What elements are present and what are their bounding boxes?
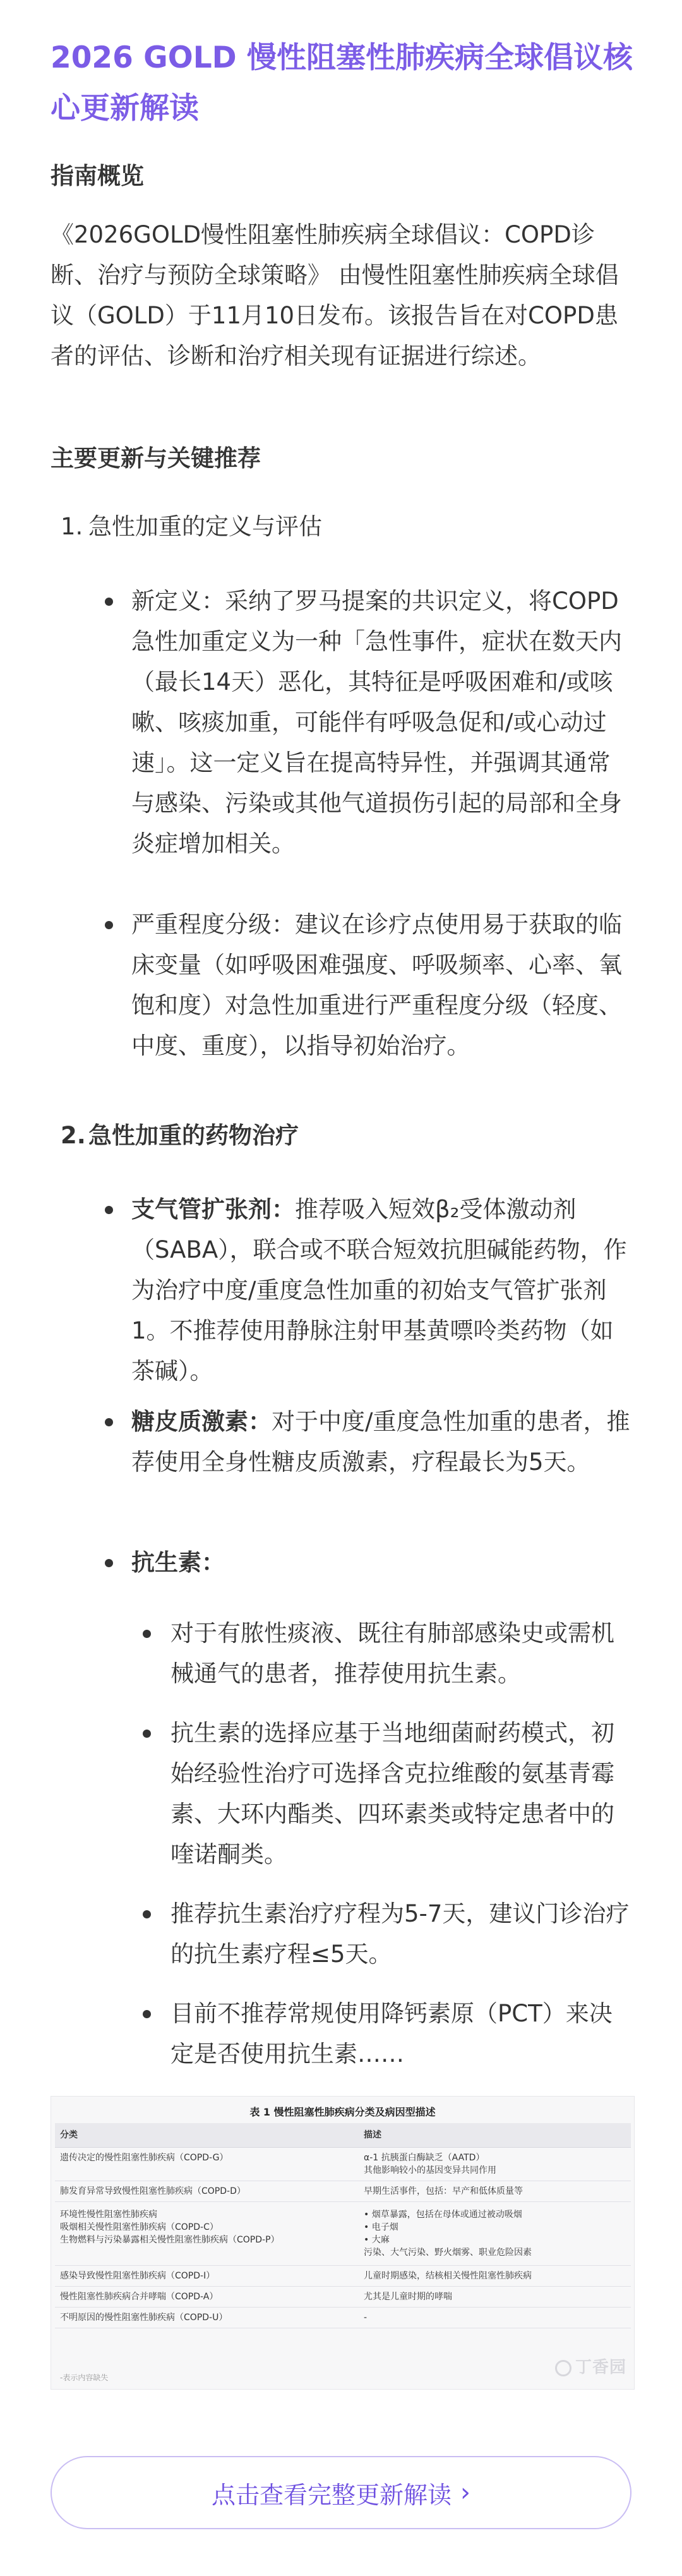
table-cell-line: 遗传决定的慢性阻塞性肺疾病（COPD-G） [60,2153,229,2163]
table-cell-description [359,2266,631,2287]
bullet-dot-icon [105,1559,113,1567]
cta-label: 点击查看完整更新解读 [211,2481,452,2509]
overview-heading: 指南概览 [51,162,144,190]
table-title: 表 1 慢性阻塞性肺疾病分类及病因型描述 [249,2106,436,2118]
bullet-lead: 抗生素： [131,1549,225,1576]
table-row [55,2181,631,2202]
bullet-text: 推荐抗生素治疗疗程为5-7天，建议门诊治疗的抗生素疗程≤5天。 [170,1900,630,1968]
table-cell-line: 儿童时期感染，结核相关慢性阻塞性肺疾病 [364,2271,532,2281]
table-cell-description [359,2148,631,2181]
table-cell-line: - [364,2313,368,2323]
bullet-dot-icon [105,1418,113,1426]
list-item [170,1713,634,1875]
section-2-title [61,1119,631,1152]
section-1-title [61,510,631,543]
table-cell-line: 其他影响较小的基因变异共同作用 [364,2165,496,2176]
table-cell-line: 吸烟相关慢性阻塞性肺疾病（COPD-C） [60,2222,218,2232]
table-cell-line: α-1 抗胰蛋白酶缺乏（AATD） [364,2153,485,2163]
table-row [55,2287,631,2308]
bullet-text: 抗生素的选择应基于当地细菌耐药模式，初始经验性治疗可选择含克拉维酸的氨基青霉素、大环内酯类、四环素类或特定患者中的喹诺酮类。 [170,1719,614,1868]
bullet-text: 对于有脓性痰液、既往有肺部感染史或需机械通气的患者，推荐使用抗生素。 [170,1620,614,1687]
list-item [170,1994,634,2074]
table-cell-line: • 电子烟 [364,2222,398,2232]
section-2-label: 急性加重的药物治疗 [88,1122,299,1149]
table-cell-line: 早期生活事件，包括：早产和低体质量等 [364,2186,523,2196]
bullet-text: 新定义：采纳了罗马提案的共识定义，将COPD急性加重定义为一种「急性事件，症状在数天内（最长14天）恶化，其特征是呼吸困难和/或咳嗽、咳痰加重，可能伴有呼吸急促和/或心动过速」。这一定义旨在提高特异性，并强调其通常与感染、污染或其他气道损伤引起的局部和全身炎症增加相关。 [131,587,622,857]
table-cell-line: 不明原因的慢性阻塞性肺疾病（COPD-U） [60,2313,228,2323]
table-note: -表示内容缺失 [60,2373,109,2382]
bullet-text: 严重程度分级：建议在诊疗点使用易于获取的临床变量（如呼吸困难强度、呼吸频率、心率、氧饱和度）对急性加重进行严重程度分级（轻度、中度、重度），以指导初始治疗。 [131,911,622,1059]
table-header-row [55,2123,631,2148]
table-cell-line: 污染、大气污染、野火烟雾、职业危险因素 [364,2248,532,2258]
bullet-dot-icon [143,1730,151,1738]
table-cell-category [55,2266,359,2287]
table-cell-category [55,2181,359,2202]
classification-table-figure [51,2096,635,2390]
section-2-number: 2. [61,1122,86,1149]
table-cell-category [55,2287,359,2308]
table-cell-description [359,2287,631,2308]
bullet-text: 对于中度/重度急性加重的患者，推荐使用全身性糖皮质激素，疗程最长为5天。 [131,1408,630,1476]
list-item [131,1543,633,1583]
bullet-lead: 支气管扩张剂： [131,1196,295,1223]
updates-heading: 主要更新与关键推荐 [51,445,261,472]
bullet-dot-icon [105,1206,113,1214]
table-row [55,2148,631,2181]
bullet-text: 推荐吸入短效β₂受体激动剂（SABA），联合或不联合短效抗胆碱能药物，作为治疗中度/重度急性加重的初始支气管扩张剂1。不推荐使用静脉注射甲基黄嘌呤类药物（如茶碱）。 [131,1196,627,1385]
list-item [170,1894,634,1975]
list-item [131,905,633,1066]
page-title: 2026 GOLD 慢性阻塞性肺疾病全球倡议核心更新解读 [51,40,633,126]
bullet-text: 目前不推荐常规使用降钙素原（PCT）来决定是否使用抗生素…… [170,2000,613,2067]
table-cell-category [55,2202,359,2266]
table-cell-line: 感染导致慢性阻塞性肺疾病（COPD-I） [60,2271,215,2281]
watermark-logo-icon [555,2360,571,2376]
list-item [170,1613,634,1694]
list-item [131,1402,633,1483]
table-cell-line: 生物燃料与污染暴露相关慢性阻塞性肺疾病（COPD-P） [60,2235,280,2245]
watermark [555,2354,626,2378]
table-row [55,2202,631,2266]
table-cell-description [359,2308,631,2328]
bullet-dot-icon [143,1630,151,1638]
table-cell-line: 尤其是儿童时期的哮喘 [364,2292,452,2302]
bullet-dot-icon [143,2010,151,2018]
bullet-dot-icon [105,598,113,606]
table-cell-line: 肺发育异常导致慢性阻塞性肺疾病（COPD-D） [60,2186,246,2196]
table-cell-category [55,2148,359,2181]
table-cell-description [359,2181,631,2202]
table-header-description: 描述 [359,2123,631,2148]
section-1-label: 急性加重的定义与评估 [88,513,322,540]
chevron-right-icon: › [460,2478,470,2507]
classification-table [55,2123,631,2328]
table-header-category: 分类 [55,2123,359,2148]
overview-text: 《2026GOLD慢性阻塞性肺疾病全球倡议：COPD诊断、治疗与预防全球策略》 由慢性阻塞性肺疾病全球倡议（GOLD）于11月10日发布。该报告旨在对COPD患者的评估、诊断和治疗相关现有证据进行综述。 [51,221,619,370]
bullet-dot-icon [105,921,113,929]
section-1-number: 1. [61,513,83,540]
bullet-lead: 糖皮质激素： [131,1408,272,1435]
list-item [131,1189,633,1392]
bullet-dot-icon [143,1910,151,1918]
table-row [55,2266,631,2287]
table-cell-description [359,2202,631,2266]
view-full-update-button[interactable] [51,2456,631,2529]
watermark-text: 丁香园 [575,2358,626,2377]
table-cell-line: • 大麻 [364,2235,390,2245]
list-item [131,581,633,864]
table-cell-line: • 烟草暴露，包括在母体或通过被动吸烟 [364,2210,522,2220]
table-cell-line: 环境性慢性阻塞性肺疾病 [60,2210,157,2220]
table-row [55,2308,631,2328]
table-cell-line: 慢性阻塞性肺疾病合并哮喘（COPD-A） [60,2292,218,2302]
table-cell-category [55,2308,359,2328]
